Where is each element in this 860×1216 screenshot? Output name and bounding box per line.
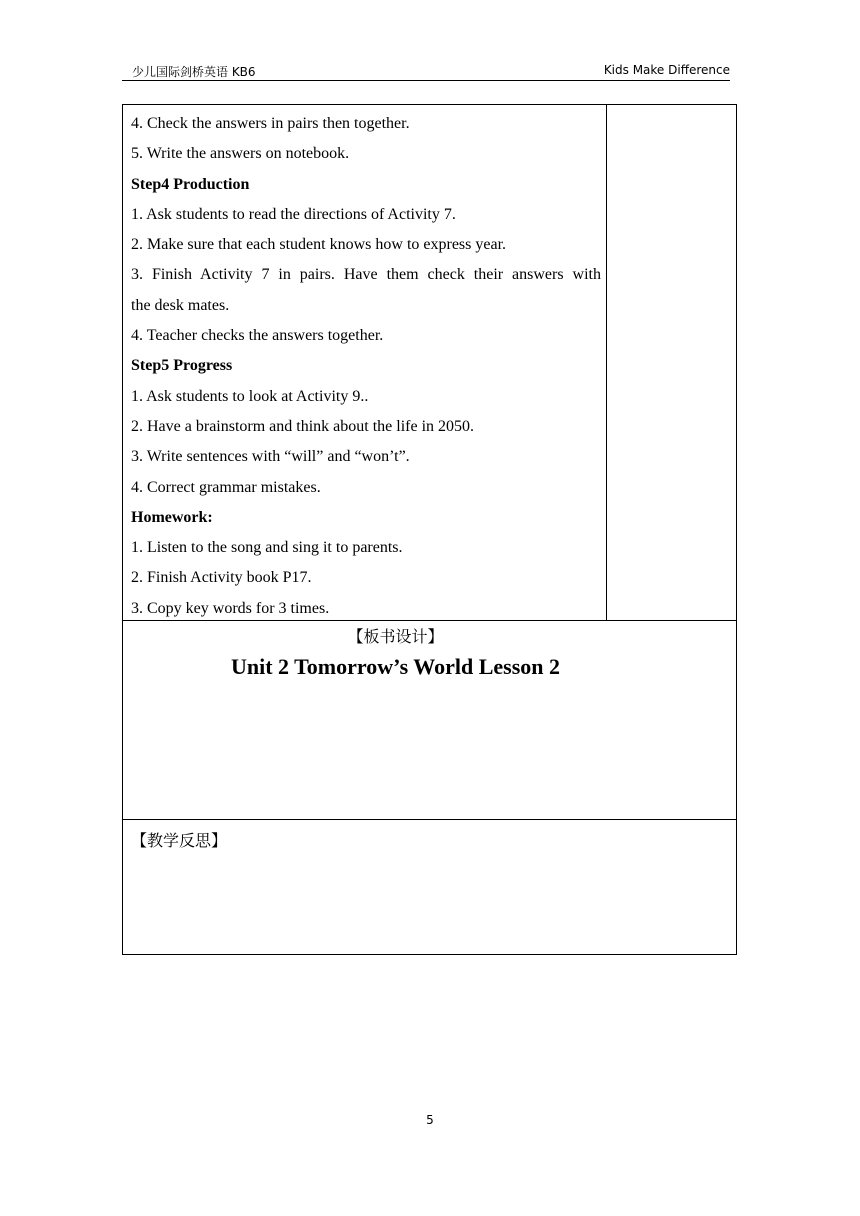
procedure-line: 4. Correct grammar mistakes. (131, 478, 321, 496)
step-heading: Step5 Progress (131, 357, 233, 375)
procedure-line: 2. Make sure that each student knows how to express year. (131, 236, 507, 254)
step-heading: Step4 Production (131, 175, 250, 193)
procedure-line: the desk mates. (131, 296, 230, 314)
procedure-line: 5. Write the answers on notebook. (131, 145, 350, 163)
page-number: 5 (426, 1113, 434, 1127)
procedure-content (131, 113, 601, 628)
procedure-line: 4. Teacher checks the answers together. (131, 327, 384, 345)
homework-heading: Homework: (131, 508, 213, 526)
procedure-line: 1. Ask students to look at Activity 9.. (131, 387, 369, 405)
procedure-line: 3. Copy key words for 3 times. (131, 599, 330, 617)
page-header (122, 60, 730, 81)
procedure-line: 1. Ask students to read the directions of Activity 7. (131, 205, 456, 223)
procedure-line: 2. Finish Activity book P17. (131, 569, 312, 587)
teaching-reflection-label: 【教学反思】 (131, 831, 228, 850)
board-design-title: Unit 2 Tomorrow’s World Lesson 2 (230, 654, 561, 679)
procedure-line: 1. Listen to the song and sing it to parents. (131, 539, 403, 557)
header-course-title: 少儿国际剑桥英语 KB6 (132, 65, 256, 79)
procedure-line: 2. Have a brainstorm and think about the life in 2050. (131, 417, 475, 435)
procedure-line: 4. Check the answers in pairs then together. (131, 115, 410, 132)
header-slogan: Kids Make Difference (603, 63, 730, 77)
column-divider (606, 105, 607, 620)
procedure-line: 3. Finish Activity 7 in pairs. Have them check their answers with (131, 266, 601, 284)
board-design-label: 【板书设计】 (347, 627, 444, 646)
procedure-table-row (122, 104, 737, 621)
board-design-row (122, 620, 737, 820)
procedure-line: 3. Write sentences with “will” and “won’t”. (131, 448, 410, 466)
teaching-reflection-row (122, 819, 737, 955)
